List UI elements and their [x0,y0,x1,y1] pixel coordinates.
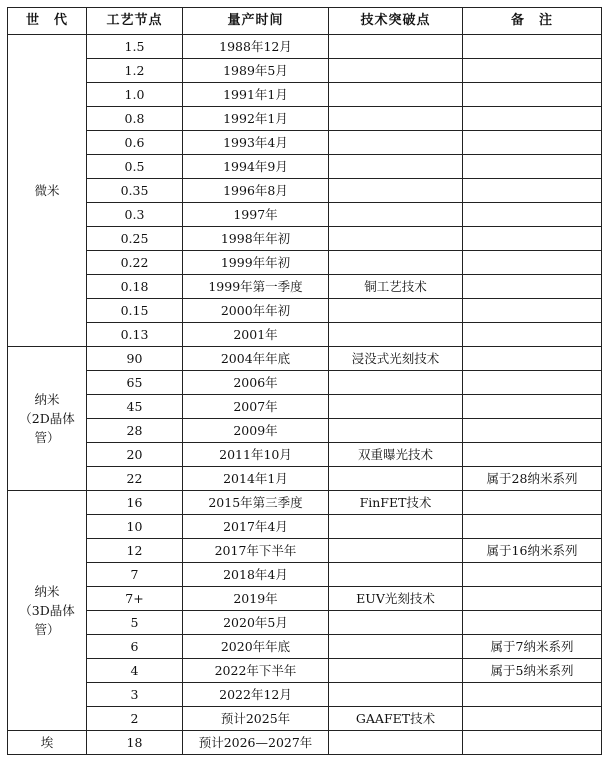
node-cell: 22 [87,467,183,491]
node-cell: 0.35 [87,179,183,203]
tech-cell [329,131,463,155]
time-cell: 2009年 [183,419,329,443]
table-row [8,275,602,299]
node-cell: 0.18 [87,275,183,299]
table-row [8,179,602,203]
tech-cell [329,563,463,587]
node-cell: 0.6 [87,131,183,155]
table-row [8,371,602,395]
note-cell [463,419,602,443]
table-row [8,683,602,707]
table-row [8,203,602,227]
tech-cell [329,59,463,83]
note-cell [463,107,602,131]
node-cell: 28 [87,419,183,443]
table-row [8,323,602,347]
tech-cell [329,611,463,635]
node-cell: 7+ [87,587,183,611]
table-row [8,515,602,539]
tech-cell: 浸没式光刻技术 [329,347,463,371]
time-cell: 2020年年底 [183,635,329,659]
table-row [8,35,602,59]
era-cell: 埃 [8,731,87,755]
header-row [8,8,602,35]
time-cell: 预计2026—2027年 [183,731,329,755]
note-cell: 属于28纳米系列 [463,467,602,491]
note-cell [463,35,602,59]
time-cell: 2004年年底 [183,347,329,371]
table-row [8,587,602,611]
table-row [8,395,602,419]
table-row [8,131,602,155]
time-cell: 1994年9月 [183,155,329,179]
time-cell: 2015年第三季度 [183,491,329,515]
time-cell: 1999年年初 [183,251,329,275]
node-cell: 7 [87,563,183,587]
header-era: 世 代 [8,8,87,35]
tech-cell [329,515,463,539]
table-row [8,155,602,179]
note-cell [463,611,602,635]
header-node: 工艺节点 [87,8,183,35]
table-row [8,59,602,83]
note-cell [463,731,602,755]
node-cell: 16 [87,491,183,515]
time-cell: 1991年1月 [183,83,329,107]
time-cell: 2019年 [183,587,329,611]
note-cell [463,275,602,299]
tech-cell [329,251,463,275]
note-cell: 属于16纳米系列 [463,539,602,563]
note-cell [463,323,602,347]
time-cell: 1997年 [183,203,329,227]
table-row [8,299,602,323]
node-cell: 1.5 [87,35,183,59]
node-cell: 6 [87,635,183,659]
node-cell: 0.5 [87,155,183,179]
node-cell: 20 [87,443,183,467]
header-tech: 技术突破点 [329,8,463,35]
time-cell: 2007年 [183,395,329,419]
tech-cell: 铜工艺技术 [329,275,463,299]
note-cell [463,299,602,323]
note-cell [463,395,602,419]
table-row [8,611,602,635]
table-row [8,467,602,491]
node-cell: 1.2 [87,59,183,83]
time-cell: 1996年8月 [183,179,329,203]
tech-cell: EUV光刻技术 [329,587,463,611]
header-note: 备 注 [463,8,602,35]
tech-cell: FinFET技术 [329,491,463,515]
node-cell: 18 [87,731,183,755]
tech-cell [329,371,463,395]
table-row [8,107,602,131]
time-cell: 1989年5月 [183,59,329,83]
note-cell [463,707,602,731]
table-row [8,659,602,683]
time-cell: 2018年4月 [183,563,329,587]
note-cell [463,83,602,107]
note-cell [463,683,602,707]
table-row [8,443,602,467]
time-cell: 2022年下半年 [183,659,329,683]
node-cell: 1.0 [87,83,183,107]
era-cell: 微米 [8,35,87,347]
time-cell: 2011年10月 [183,443,329,467]
time-cell: 预计2025年 [183,707,329,731]
note-cell [463,587,602,611]
tech-cell [329,659,463,683]
time-cell: 1993年4月 [183,131,329,155]
note-cell [463,59,602,83]
node-cell: 0.3 [87,203,183,227]
time-cell: 1988年12月 [183,35,329,59]
tech-cell [329,683,463,707]
tech-cell [329,155,463,179]
note-cell [463,155,602,179]
table-row [8,707,602,731]
note-cell [463,227,602,251]
tech-cell [329,467,463,491]
time-cell: 2014年1月 [183,467,329,491]
note-cell: 属于7纳米系列 [463,635,602,659]
time-cell: 2020年5月 [183,611,329,635]
node-cell: 0.25 [87,227,183,251]
tech-cell [329,107,463,131]
tech-cell [329,731,463,755]
tech-cell [329,635,463,659]
table-row [8,347,602,371]
time-cell: 2000年年初 [183,299,329,323]
node-cell: 10 [87,515,183,539]
note-cell [463,371,602,395]
note-cell [463,179,602,203]
table-row [8,83,602,107]
node-cell: 2 [87,707,183,731]
note-cell [463,491,602,515]
node-cell: 90 [87,347,183,371]
node-cell: 12 [87,539,183,563]
node-cell: 0.15 [87,299,183,323]
header-time: 量产时间 [183,8,329,35]
time-cell: 2022年12月 [183,683,329,707]
time-cell: 1998年年初 [183,227,329,251]
process-node-table [7,7,602,755]
time-cell: 2006年 [183,371,329,395]
tech-cell [329,299,463,323]
time-cell: 1992年1月 [183,107,329,131]
time-cell: 2017年4月 [183,515,329,539]
note-cell [463,251,602,275]
table-row [8,635,602,659]
table-row [8,563,602,587]
tech-cell [329,83,463,107]
era-cell: 纳米 （2D晶体 管） [8,347,87,491]
note-cell [463,515,602,539]
table-row [8,419,602,443]
tech-cell [329,323,463,347]
node-cell: 5 [87,611,183,635]
node-cell: 4 [87,659,183,683]
table-body [8,35,602,755]
note-cell [463,347,602,371]
tech-cell [329,419,463,443]
time-cell: 2001年 [183,323,329,347]
node-cell: 45 [87,395,183,419]
note-cell [463,131,602,155]
time-cell: 1999年第一季度 [183,275,329,299]
tech-cell [329,179,463,203]
tech-cell [329,539,463,563]
tech-cell: GAAFET技术 [329,707,463,731]
time-cell: 2017年下半年 [183,539,329,563]
tech-cell [329,227,463,251]
table-row [8,731,602,755]
tech-cell [329,395,463,419]
note-cell: 属于5纳米系列 [463,659,602,683]
tech-cell [329,35,463,59]
tech-cell [329,203,463,227]
era-cell: 纳米 （3D晶体 管） [8,491,87,731]
table-row [8,539,602,563]
note-cell [463,563,602,587]
note-cell [463,203,602,227]
node-cell: 65 [87,371,183,395]
node-cell: 0.8 [87,107,183,131]
node-cell: 3 [87,683,183,707]
table-row [8,227,602,251]
table-row [8,491,602,515]
node-cell: 0.22 [87,251,183,275]
tech-cell: 双重曝光技术 [329,443,463,467]
note-cell [463,443,602,467]
node-cell: 0.13 [87,323,183,347]
table-row [8,251,602,275]
